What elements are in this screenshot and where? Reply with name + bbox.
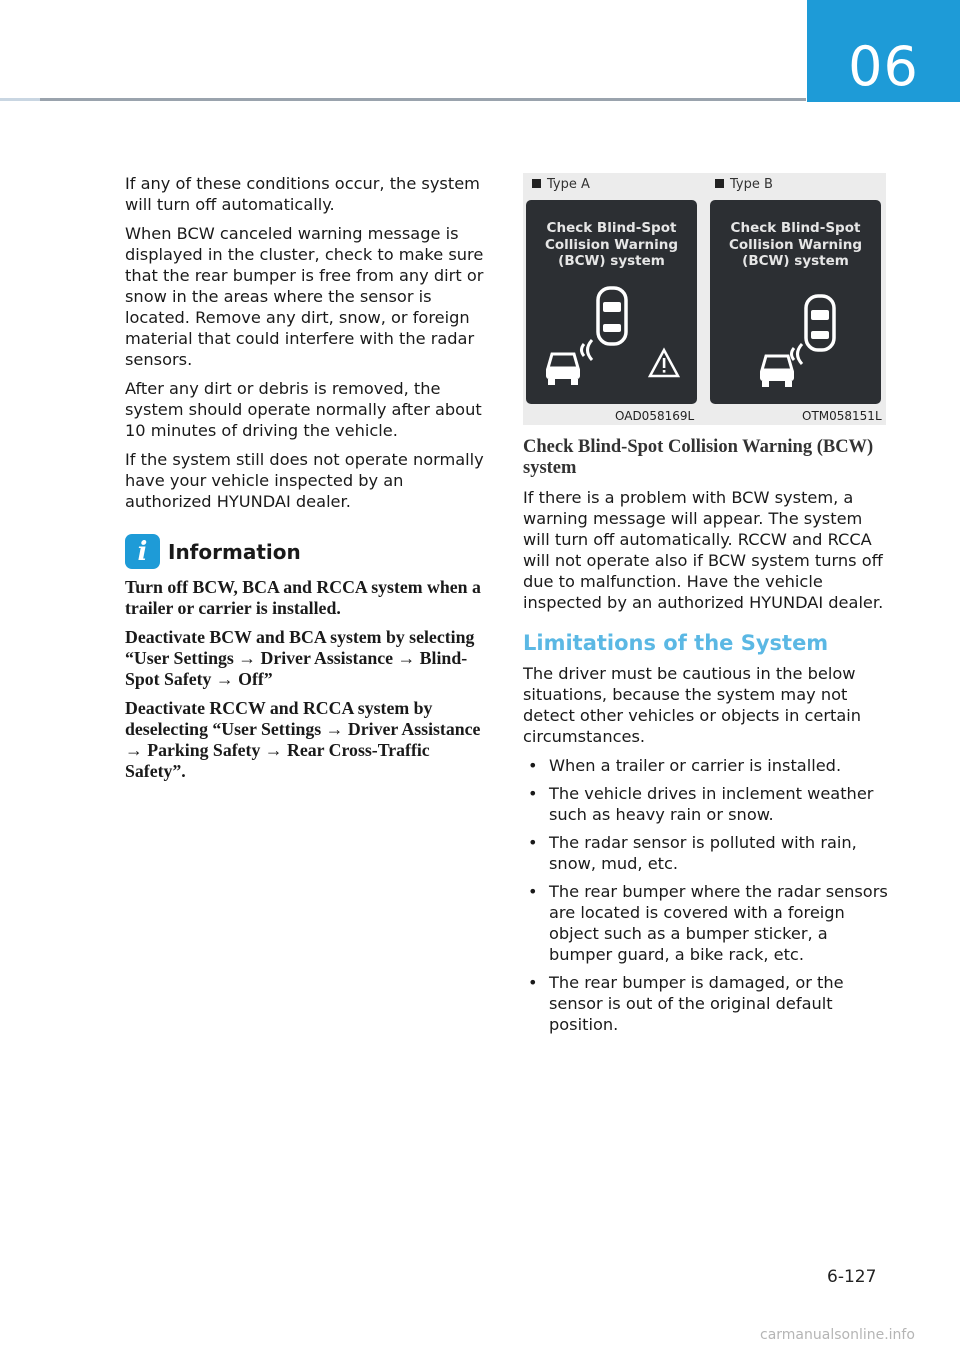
information-title: Information: [168, 539, 301, 564]
paragraph: After any dirt or debris is removed, the system should operate normally after about 10 minutes of driving the vehicle.: [125, 379, 482, 440]
figure-code-type-a: OAD058169L: [615, 409, 695, 423]
chapter-tab: 06: [807, 0, 960, 102]
paragraph: If the system still does not operate normally have your vehicle inspected by an authorized HYUNDAI dealer.: [125, 450, 484, 511]
section-title: Limitations of the System: [523, 631, 829, 655]
cluster-message-type-a: Check Blind-Spot Collision Warning (BCW) system: [544, 220, 678, 269]
figure-caption: Check Blind-Spot Collision Warning (BCW) system: [523, 437, 874, 478]
information-item: Deactivate BCW and BCA system by selecting “User Settings → Driver Assistance → Blind-Spot Safety → Off”: [125, 627, 475, 689]
paragraph: If there is a problem with BCW system, a warning message will appear. The system will turn off automatically. RCCW and RCCA will not operate also if BCW system turns off due to malfunction. Have the vehicle inspected by an authorized HYUNDAI dealer.: [523, 488, 884, 612]
header-rule-accent: [0, 98, 40, 101]
list-item: • The vehicle drives in inclement weather such as heavy rain or snow.: [528, 784, 874, 824]
list-item: • The rear bumper where the radar sensors are located is covered with a foreign object such as a bumper sticker, a bumper guard, a bike rack, etc.: [528, 882, 888, 964]
paragraph: When BCW canceled warning message is displayed in the cluster, check to make sure that the rear bumper is free from any dirt or snow in the areas where the sensor is located. Remove any dirt, snow, or foreign material that could interfere with the radar sensors.: [125, 224, 484, 369]
cluster-display-type-b: [710, 200, 881, 404]
right-column: [523, 173, 889, 1042]
cluster-message-type-b: Check Blind-Spot Collision Warning (BCW) system: [728, 220, 862, 269]
left-column: [125, 173, 487, 790]
paragraph: If any of these conditions occur, the system will turn off automatically.: [125, 174, 480, 214]
information-item: Deactivate RCCW and RCCA system by deselecting “User Settings → Driver Assistance → Parking Safety → Rear Cross-Traffic Safety”.: [125, 698, 481, 781]
information-item: Turn off BCW, BCA and RCCA system when a trailer or carrier is installed.: [125, 577, 481, 618]
square-bullet-icon: [532, 179, 541, 188]
watermark: carmanualsonline.info: [760, 1327, 915, 1343]
header-rule: [0, 98, 806, 101]
list-item: • The radar sensor is polluted with rain, snow, mud, etc.: [528, 833, 857, 873]
information-header: [125, 534, 487, 569]
warning-figure: [523, 173, 886, 425]
paragraph: The driver must be cautious in the below situations, because the system may not detect other vehicles or objects in certain circumstances.: [523, 664, 862, 746]
list-item: • The rear bumper is damaged, or the sensor is out of the original default position.: [528, 973, 844, 1034]
square-bullet-icon: [715, 179, 724, 188]
limitations-list: [523, 755, 889, 1035]
cluster-display-type-a: [526, 200, 697, 404]
figure-label-type-b: Type B: [715, 177, 773, 192]
figure-code-type-b: OTM058151L: [802, 409, 882, 423]
page-number: 6-127: [827, 1267, 877, 1287]
info-icon: i: [125, 534, 160, 569]
figure-label-type-a: Type A: [532, 177, 590, 192]
list-item: • When a trailer or carrier is installed.: [528, 756, 842, 775]
